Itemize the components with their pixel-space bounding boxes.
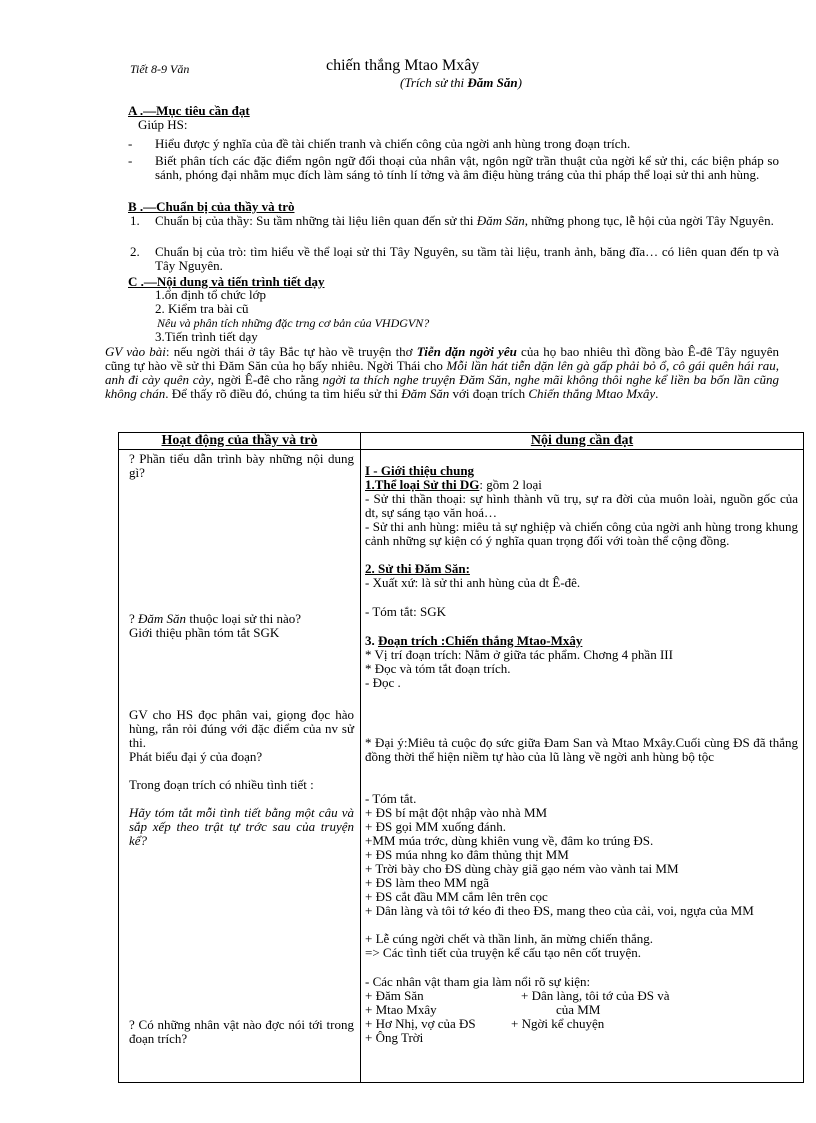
content-cell [361,450,803,1082]
question-characters: ? Có những nhân vật nào đợc nói tới trong đoạn trích? [129,1017,354,1046]
summary-item: + ĐS cắt đầu MM cắm lên trên cọc [365,889,548,904]
question-summary: Giới thiệu phần tóm tắt SGK [129,625,280,640]
content-read-2: - Đọc . [365,675,401,690]
summary-item: + Trời bày cho ĐS dùng chày giã gạo ném vào vành tai MM [365,861,679,876]
content-read: * Đọc và tóm tắt đoạn trích. [365,661,511,676]
section-a-intro: Giúp HS: [138,117,188,132]
content-hero-epic: - Sử thi anh hùng: miêu tả sự nghiệp và chiến công của ngời anh hùng trong khung cảnh những sự kiện có ý nghĩa quan trọng đối với toàn thể cộng đồng. [365,519,798,548]
content-summary: - Tóm tắt: SGK [365,604,447,619]
question-main-idea: Phát biểu đại ý của đoạn? [129,749,263,764]
summary-item: + ĐS múa nhng ko đâm thủng thịt MM [365,847,569,862]
step-2: 2. Kiểm tra bài cũ [155,301,249,316]
lesson-table [118,432,804,1083]
page-title: chiến thắng Mtao Mxây [326,57,480,74]
content-myth-epic: - Sử thi thần thoại: sự hình thành vũ trụ, sự ra đời của muôn loài, nguồn gốc của dt, sự sáng tạo văn hoá… [365,491,798,520]
content-main-idea: * Đại ý:Miêu tả cuộc đọ sức giữa Đam San và Mtao Mxây.Cuối cùng ĐS đã thắng đồng thời thể hiện niềm tự hào của lũ làng về ngời anh hùng bộ tộc [365,735,798,764]
step-1: 1.ổn định tổ chức lớp [155,287,267,302]
col-header-content: Nội dung cần đạt [361,433,804,450]
section-a-heading: A .—Mục tiêu cần đạt [128,103,250,118]
section-b-heading: B .—Chuẩn bị của thầy và trò [128,199,295,214]
summary-item: + Lễ cúng ngời chết và thần linh, ăn mừng chiến thắng. [365,931,654,946]
heading-genre: 1.Thể loại Sử thi DG: gồm 2 loại [365,477,542,492]
question-summarize: Hãy tóm tắt mỗi tình tiết bằng một câu và sắp xếp theo trật tự trớc sau của truyện kể? [129,805,354,848]
character-item: + Hơ Nhị, vợ của ĐS [365,1016,476,1031]
summary-item: + Dân làng và tôi tớ kéo đi theo ĐS, mang theo của cải, voi, ngựa của MM [365,903,754,918]
character-item: + Mtao Mxây [365,1002,437,1017]
intro-paragraph: GV vào bài: nếu ngời thái ở tây Bắc tự hào về truyện thơ Tiễn dặn ngời yêu của họ bao nhiêu thì đồng bào Ê-đê Tây nguyên cũng tự hào về sử thi Đăm Săn của họ bấy nhiêu. Ngời Thái cho Mỗi lần hát tiễn dặn lên gà gấp phải bỏ ổ, cô gái quên hái rau, anh đi cày quên cày, ngời Ê-đê cho rằng ngời ta thích nghe truyện Đăm Săn, nghe mãi không thôi nghe kể liền ba bốn lần cũng không chán. Để thấy rõ điều đó, chúng ta tìm hiểu sử thi Đăm Săn với đoạn trích Chiến thắng Mtao Mxây. [105,344,779,401]
content-position: * Vị trí đoạn trích: Nằm ở giữa tác phẩm. Chơng 4 phần III [365,647,673,662]
character-item: + Đăm Săn [365,988,424,1003]
activities-cell [119,450,360,1082]
objective-item: Biết phân tích các đặc điểm ngôn ngữ đối thoại của nhân vật, ngôn ngữ trần thuật của ngời kể sử thi, các biện pháp so sánh, phóng đại nhằm mục đích làm sáng tỏ tính lí tởng và âm điệu hùng tráng của thi pháp thể loại sử thi anh hùng. [155,153,779,182]
heading-excerpt: 3. Đoạn trích :Chiến thắng Mtao-Mxây [365,633,583,648]
heading-introduction: I - Giới thiệu chung [365,463,475,478]
question-intro: ? Phần tiểu dẫn trình bày những nội dung gì? [129,451,354,480]
character-item: + Ông Trời [365,1030,424,1045]
content-summary-label: - Tóm tắt. [365,791,417,806]
question-details: Trong đoạn trích có nhiều tình tiết : [129,777,314,792]
summary-conclusion: => Các tình tiết của truyện kể cấu tạo nên cốt truyện. [365,945,642,960]
page-subtitle: (Trích sử thi Đăm Săn) [400,75,522,90]
lesson-label: Tiết 8-9 Văn [130,62,190,76]
review-question: Nêu và phân tích những đặc trng cơ bản của VHDGVN? [157,316,430,330]
summary-item: + ĐS gọi MM xuống đánh. [365,819,506,834]
col-header-activities: Hoạt động của thầy và trò [119,433,361,450]
list-number: 2. [130,244,140,259]
question-type: ? Đăm Săn thuộc loại sử thi nào? [129,611,302,626]
prep-teacher: Chuẩn bị của thầy: Su tầm những tài liệu liên quan đến sử thi Đăm Săn, những phong tục, lễ hội của ngời Tây Nguyên. [155,213,774,228]
reading-instruction: GV cho HS đọc phân vai, giọng đọc hào hùng, rắn rỏi đúng với đặc điểm của nv sử thi. [129,707,354,750]
character-item: + Ngời kể chuyện [511,1016,605,1031]
character-item: của MM [556,1002,601,1017]
summary-item: +MM múa trớc, dùng khiên vung về, đâm ko trúng ĐS. [365,833,654,848]
characters-intro: - Các nhân vật tham gia làm nổi rõ sự kiện: [365,974,591,989]
section-c-heading: C .—Nội dung và tiến trình tiết dạy [128,274,325,289]
character-item: + Dân làng, tôi tớ của ĐS và [521,988,670,1003]
summary-item: + ĐS bí mật đột nhập vào nhà MM [365,805,548,820]
summary-item: + ĐS làm theo MM ngã [365,875,489,890]
heading-dam-san: 2. Sử thi Đăm Săn: [365,561,470,576]
objective-item: Hiểu được ý nghĩa của đề tài chiến tranh và chiến công của ngời anh hùng trong đoạn trích. [155,136,631,151]
step-3: 3.Tiến trình tiết dạy [155,329,258,344]
list-number: 1. [130,213,140,228]
content-origin: - Xuất xứ: là sử thi anh hùng của dt Ê-đê. [365,575,581,590]
prep-student: Chuẩn bị của trò: tìm hiểu về thể loại sử thi Tây Nguyên, su tầm tài liệu, tranh ảnh, băng đĩa… có liên quan đến tp và Tây Nguyên. [155,244,779,273]
